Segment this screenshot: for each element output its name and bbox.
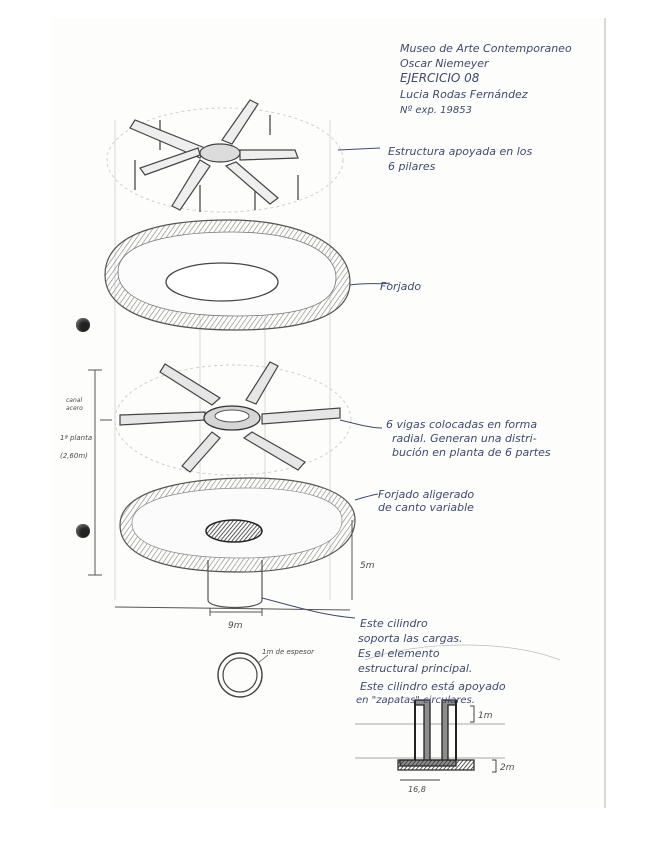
note-cylinder-line1: Este cilindro (360, 617, 428, 630)
note-beams-line2: radial. Generan una distri- (392, 432, 537, 445)
student-name: Lucia Rodas Fernández (400, 88, 528, 101)
star-arms (130, 100, 298, 210)
note-structure-line1: Estructura apoyada en los (388, 145, 533, 158)
label-top-1m: 1m (478, 711, 493, 721)
note-forjado: Forjado (380, 280, 422, 293)
label-thickness: 1m de espesor (262, 648, 314, 656)
note-footing-line1: Este cilindro está apoyado (360, 680, 506, 693)
label-base-width: 16,8 (408, 785, 426, 794)
lightened-slab (120, 478, 378, 572)
note-cylinder-line4: estructural principal. (358, 662, 473, 675)
architect-name: Oscar Niemeyer (400, 57, 489, 70)
roof-structure (107, 100, 380, 212)
label-floor: 1ª planta (60, 434, 93, 442)
exercise-number: EJERCICIO 08 (400, 71, 480, 85)
note-structure-line2: 6 pilares (388, 160, 436, 173)
label-width-9m: 9m (228, 621, 243, 631)
note-cylinder-line2: soporta las cargas. (358, 632, 463, 645)
label-height-5m: 5m (360, 561, 375, 571)
note-cylinder-line3: Es el elemento (358, 647, 440, 660)
note-beams-line1: 6 vigas colocadas en forma (386, 418, 538, 431)
floor-slab (105, 220, 390, 330)
note-footing-line2: en "zapatas" circulares. (356, 695, 475, 706)
cylinder-plan-ring (218, 653, 268, 697)
label-bottom-2m: 2m (500, 763, 515, 773)
file-number: Nº exp. 19853 (400, 105, 472, 116)
radial-beams (115, 362, 382, 475)
museum-title: Museo de Arte Contemporaneo (400, 42, 572, 55)
note-beams-line3: bución en planta de 6 partes (392, 446, 551, 459)
label-floor-height: (2,60m) (60, 452, 88, 460)
note-lightened-slab-line2: de canto variable (378, 501, 474, 514)
label-canal: canal (66, 397, 83, 404)
label-acero: acero (66, 405, 83, 412)
header-block (400, 42, 572, 116)
note-lightened-slab-line1: Forjado aligerado (378, 488, 475, 501)
